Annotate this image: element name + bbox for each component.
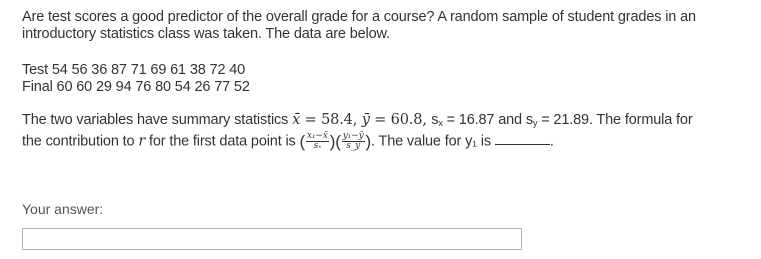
sx-symbol: s	[431, 112, 439, 128]
summary-statistics	[22, 112, 742, 151]
contribution-end: . The value for	[371, 133, 466, 150]
paren-close-1: )	[329, 132, 336, 151]
question-line-2: introductory statistics class was taken. The data are below.	[22, 26, 390, 42]
test-scores-row: Test 54 56 36 87 71 69 61 38 72 40	[22, 62, 246, 78]
answer-input[interactable]	[22, 228, 522, 250]
fraction-x	[306, 132, 329, 151]
sy-subscript: y	[532, 118, 538, 128]
sy-symbol: s	[525, 112, 533, 128]
paren-close-2: )	[365, 132, 372, 151]
paren-open-2: (	[335, 132, 341, 151]
summary-prefix: The two variables have summary statistics	[22, 112, 289, 128]
answer-label: Your answer:	[22, 201, 104, 217]
fraction-x-denominator: sₓ	[313, 141, 322, 151]
fraction-x-numerator: x₁−x̄	[307, 131, 328, 141]
question-line-1: Are test scores a good predictor of the overall grade for a course? A random sample of student grades in an	[22, 9, 696, 25]
answer-blank	[495, 132, 550, 145]
sx-value: = 16.87 and	[442, 112, 526, 128]
xbar-symbol: x̄	[292, 112, 301, 128]
final-period: .	[549, 133, 554, 150]
data-block	[22, 62, 742, 96]
fraction-y-numerator: y₁−ȳ	[342, 131, 364, 141]
paren-open-1: (	[299, 132, 306, 151]
final-grades-row: Final 60 60 29 94 76 80 54 26 77 52	[22, 79, 250, 95]
is-text: is	[476, 133, 491, 150]
sx-subscript: x	[438, 118, 443, 128]
contribution-mid: for the first data point is	[145, 133, 300, 150]
xbar-value: = 58.4,	[300, 112, 362, 128]
fraction-y	[342, 132, 365, 151]
fraction-y-denominator: s_y	[346, 141, 361, 151]
ybar-value: = 60.8,	[369, 112, 432, 128]
r-variable: r	[138, 133, 146, 150]
question-block	[22, 9, 742, 151]
contribution-prefix: the contribution to	[22, 133, 139, 150]
ybar-symbol: ȳ	[361, 112, 370, 128]
y1-symbol: y₁	[465, 133, 477, 150]
sy-value: = 21.89. The formula for	[537, 112, 693, 128]
question-text	[22, 9, 742, 43]
